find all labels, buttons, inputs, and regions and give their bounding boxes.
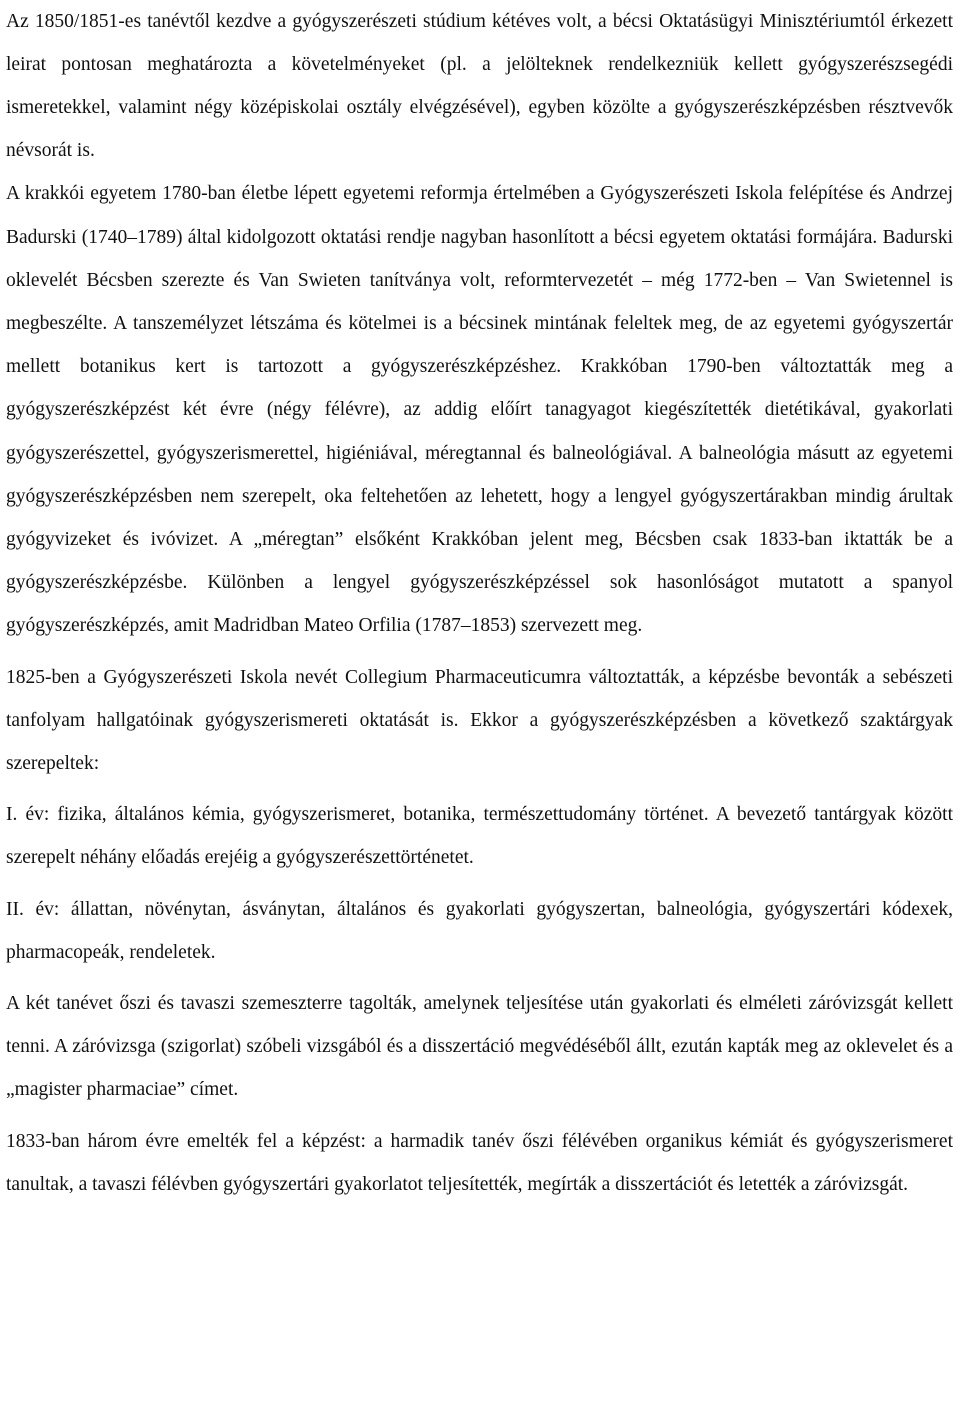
- paragraph-three-year-training: 1833-ban három évre emelték fel a képzést: a harmadik tanév őszi félévében organikus kémiát és gyógyszerismeret tanultak, a tavaszi félévben gyógyszertári gyakorlatot teljesítették, megírták a disszertációt és letették a záróvizsgát.: [6, 1130, 953, 1195]
- document-page: [6, 0, 953, 1206]
- paragraph-first-year-subjects: I. év: fizika, általános kémia, gyógyszerismeret, botanika, természettudomány történet. A bevezető tantárgyak között szerepelt néhány előadás erejéig a gyógyszerészettörténetet.: [6, 804, 953, 869]
- paragraph-collegium-pharmaceuticum: 1825-ben a Gyógyszerészeti Iskola nevét Collegium Pharmaceuticumra változtatták, a képzésbe bevonták a sebészeti tanfolyam hallgatóinak gyógyszerismereti oktatását is. Ekkor a gyógyszerészképzésben a következő szaktárgyak szerepeltek:: [6, 666, 953, 774]
- paragraph-second-year-subjects: II. év: állattan, növénytan, ásványtan, általános és gyakorlati gyógyszertan, balneológia, gyógyszertári kódexek, pharmacopeák, rendeletek.: [6, 898, 953, 963]
- paragraph-pharmacy-study-1850: Az 1850/1851-es tanévtől kezdve a gyógyszerészeti stúdium kétéves volt, a bécsi Oktatásügyi Minisztériumtól érkezett leirat pontosan meghatározta a követelményeket (pl. a jelölteknek rendelkezniük kellett gyógyszerészsegédi ismeretekkel, valamint négy középiskolai osztály elvégzésével), egyben közölte a gyógyszerészképzésben résztvevők névsorát is.: [6, 10, 953, 162]
- paragraph-exams: A két tanévet őszi és tavaszi szemeszterre tagolták, amelynek teljesítése után gyakorlati és elméleti záróvizsgát kellett tenni. A záróvizsga (szigorlat) szóbeli vizsgából és a disszertáció megvédéséből állt, ezután kapták meg az oklevelet és a „magister pharmaciae” címet.: [6, 992, 953, 1101]
- paragraph-krakow-reform: A krakkói egyetem 1780-ban életbe lépett egyetemi reformja értelmében a Gyógyszerészeti Iskola felépítése és Andrzej Badurski (1740–1789) által kidolgozott oktatási rendje nagyban hasonlított a bécsi egyetem oktatási formájára. Badurski oklevelét Bécsben szerezte és Van Swieten tanítványa volt, reformtervezetét – még 1772-ben – Van Swietennel is megbeszélte. A tanszemélyzet létszáma és kötelmei is a bécsinek mintának feleltek meg, de az egyetemi gyógyszertár mellett botanikus kert is tartozott a gyógyszerészképzéshez. Krakkóban 1790-ben változtatták meg a gyógyszerészképzést két évre (négy félévre), az addig előírt tanagyagot kiegészítették dietétikával, gyakorlati gyógyszerészettel, gyógyszerismerettel, higiéniával, méregtannal és balneológiával. A balneológia másutt az egyetemi gyógyszerészképzésben nem szerepelt, oka feltehetően az lehetett, hogy a lengyel gyógyszertárakban mindig árultak gyógyvizeket és ivóvizet. A „méregtan” elsőként Krakkóban jelent meg, Bécsben csak 1833-ban iktatták be a gyógyszerészképzésbe. Különben a lengyel gyógyszerészképzéssel sok hasonlóságot mutatott a spanyol gyógyszerészképzés, amit Madridban Mateo Orfilia (1787–1853) szervezett meg.: [6, 183, 953, 637]
